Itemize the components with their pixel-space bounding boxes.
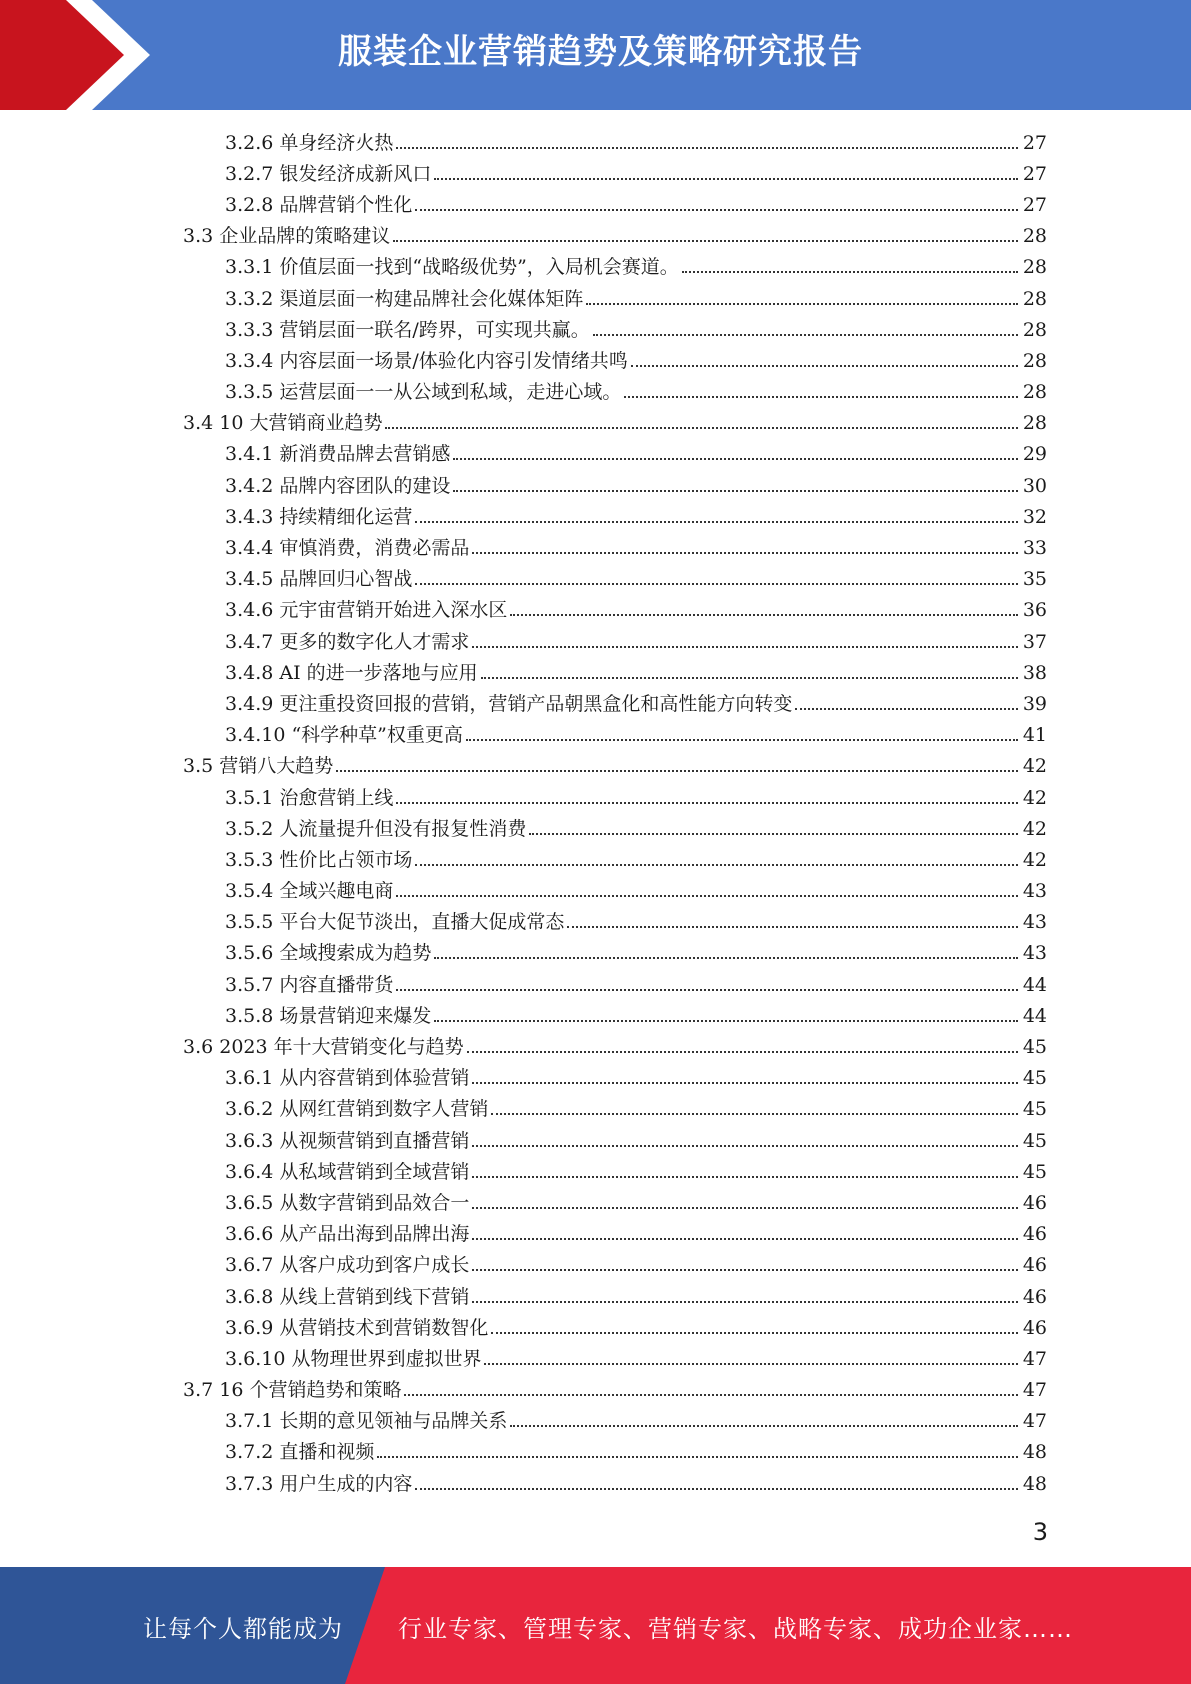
toc-subsection-entry[interactable] bbox=[0, 564, 1191, 595]
toc-entry-title: 3.2.6 单身经济火热 bbox=[225, 131, 394, 154]
toc-subsection-entry[interactable] bbox=[0, 1156, 1191, 1187]
toc-entry-page: 45 bbox=[1022, 1160, 1047, 1183]
toc-dot-leader bbox=[472, 1238, 1018, 1240]
toc-entry-page: 47 bbox=[1022, 1410, 1047, 1433]
toc-dot-leader bbox=[529, 833, 1018, 835]
toc-entry-title: 3.4.4 审慎消费，消费必需品 bbox=[225, 537, 470, 560]
toc-entry-title: 3.5.4 全域兴趣电商 bbox=[225, 880, 394, 903]
toc-entry-title: 3.3.4 内容层面一场景/体验化内容引发情绪共鸣 bbox=[225, 349, 628, 372]
toc-dot-leader bbox=[415, 1488, 1018, 1490]
toc-subsection-entry[interactable] bbox=[0, 844, 1191, 875]
toc-dot-leader bbox=[404, 1394, 1018, 1396]
toc-dot-leader bbox=[567, 926, 1018, 928]
toc-entry-title: 3.4.8 AI 的进一步落地与应用 bbox=[225, 661, 478, 684]
toc-subsection-entry[interactable] bbox=[0, 1312, 1191, 1343]
toc-subsection-entry[interactable] bbox=[0, 1406, 1191, 1437]
toc-entry-title: 3.3.5 运营层面一一从公域到私域，走进心域。 bbox=[225, 381, 622, 404]
toc-dot-leader bbox=[472, 1207, 1018, 1209]
toc-dot-leader bbox=[396, 147, 1018, 149]
toc-entry-title: 3.4.5 品牌回归心智战 bbox=[225, 568, 413, 591]
toc-dot-leader bbox=[472, 646, 1018, 648]
toc-entry-page: 38 bbox=[1022, 661, 1047, 684]
toc-entry-title: 3.7.3 用户生成的内容 bbox=[225, 1472, 413, 1495]
toc-subsection-entry[interactable] bbox=[0, 1063, 1191, 1094]
toc-entry-title: 3.7 16 个营销趋势和策略 bbox=[183, 1379, 402, 1402]
toc-entry-title: 3.6.6 从产品出海到品牌出海 bbox=[225, 1223, 470, 1246]
toc-entry-title: 3.6 2023 年十大营销变化与趋势 bbox=[183, 1036, 464, 1059]
toc-entry-title: 3.4.1 新消费品牌去营销感 bbox=[225, 443, 451, 466]
toc-entry-page: 46 bbox=[1022, 1254, 1047, 1277]
toc-subsection-entry[interactable] bbox=[0, 938, 1191, 969]
toc-entry-page: 28 bbox=[1022, 318, 1047, 341]
toc-dot-leader bbox=[415, 521, 1018, 523]
toc-subsection-entry[interactable] bbox=[0, 720, 1191, 751]
toc-entry-title: 3.6.8 从线上营销到线下营销 bbox=[225, 1285, 470, 1308]
toc-entry-page: 32 bbox=[1022, 505, 1047, 528]
toc-entry-page: 27 bbox=[1022, 162, 1047, 185]
toc-dot-leader bbox=[472, 1301, 1018, 1303]
toc-entry-page: 43 bbox=[1022, 942, 1047, 965]
toc-entry-title: 3.5.6 全域搜索成为趋势 bbox=[225, 942, 432, 965]
toc-entry-page: 48 bbox=[1022, 1441, 1047, 1464]
toc-entry-title: 3.5.8 场景营销迎来爆发 bbox=[225, 1004, 432, 1027]
toc-entry-title: 3.4.9 更注重投资回报的营销，营销产品朝黑盒化和高性能方向转变 bbox=[225, 692, 793, 715]
toc-subsection-entry[interactable] bbox=[0, 1094, 1191, 1125]
toc-subsection-entry[interactable] bbox=[0, 252, 1191, 283]
toc-dot-leader bbox=[491, 1332, 1018, 1334]
toc-dot-leader bbox=[415, 864, 1018, 866]
toc-entry-title: 3.5.1 治愈营销上线 bbox=[225, 786, 394, 809]
toc-entry-title: 3.5 营销八大趋势 bbox=[183, 755, 334, 778]
toc-entry-page: 42 bbox=[1022, 848, 1047, 871]
toc-entry-title: 3.4.7 更多的数字化人才需求 bbox=[225, 630, 470, 653]
toc-section-entry[interactable] bbox=[0, 221, 1191, 252]
toc-entry-title: 3.4.2 品牌内容团队的建设 bbox=[225, 474, 451, 497]
toc-dot-leader bbox=[396, 802, 1018, 804]
toc-entry-page: 45 bbox=[1022, 1067, 1047, 1090]
toc-dot-leader bbox=[484, 1363, 1018, 1365]
toc-entry-title: 3.5.5 平台大促节淡出，直播大促成常态 bbox=[225, 911, 565, 934]
toc-entry-page: 46 bbox=[1022, 1316, 1047, 1339]
toc-entry-page: 30 bbox=[1022, 474, 1047, 497]
toc-section-entry[interactable] bbox=[0, 408, 1191, 439]
toc-entry-page: 42 bbox=[1022, 755, 1047, 778]
toc-dot-leader bbox=[393, 240, 1018, 242]
toc-entry-page: 28 bbox=[1022, 412, 1047, 435]
toc-subsection-entry[interactable] bbox=[0, 1343, 1191, 1374]
toc-entry-title: 3.2.7 银发经济成新风口 bbox=[225, 162, 432, 185]
toc-dot-leader bbox=[593, 334, 1018, 336]
toc-dot-leader bbox=[467, 1051, 1018, 1053]
toc-dot-leader bbox=[472, 1269, 1018, 1271]
toc-entry-page: 43 bbox=[1022, 880, 1047, 903]
toc-dot-leader bbox=[396, 895, 1018, 897]
toc-subsection-entry[interactable] bbox=[0, 314, 1191, 345]
toc-dot-leader bbox=[377, 1456, 1018, 1458]
toc-entry-title: 3.4.6 元宇宙营销开始进入深水区 bbox=[225, 599, 508, 622]
toc-entry-page: 45 bbox=[1022, 1129, 1047, 1152]
toc-subsection-entry[interactable] bbox=[0, 532, 1191, 563]
toc-entry-title: 3.4.3 持续精细化运营 bbox=[225, 505, 413, 528]
toc-subsection-entry[interactable] bbox=[0, 1437, 1191, 1468]
toc-entry-page: 33 bbox=[1022, 537, 1047, 560]
toc-subsection-entry[interactable] bbox=[0, 1125, 1191, 1156]
toc-dot-leader bbox=[434, 957, 1018, 959]
document-title: 服装企业营销趋势及策略研究报告 bbox=[338, 32, 863, 72]
page-footer bbox=[0, 1567, 1191, 1684]
toc-entry-page: 42 bbox=[1022, 817, 1047, 840]
toc-entry-title: 3.7.2 直播和视频 bbox=[225, 1441, 375, 1464]
toc-section-entry[interactable] bbox=[0, 751, 1191, 782]
toc-section-entry[interactable] bbox=[0, 1375, 1191, 1406]
toc-subsection-entry[interactable] bbox=[0, 907, 1191, 938]
toc-entry-page: 36 bbox=[1022, 599, 1047, 622]
toc-subsection-entry[interactable] bbox=[0, 969, 1191, 1000]
toc-subsection-entry[interactable] bbox=[0, 1281, 1191, 1312]
toc-entry-page: 48 bbox=[1022, 1472, 1047, 1495]
toc-entry-title: 3.5.7 内容直播带货 bbox=[225, 973, 394, 996]
toc-entry-title: 3.4.10 “科学种草”权重更高 bbox=[225, 724, 463, 747]
toc-entry-title: 3.5.3 性价比占领市场 bbox=[225, 848, 413, 871]
toc-entry-title: 3.6.5 从数字营销到品效合一 bbox=[225, 1191, 470, 1214]
toc-dot-leader bbox=[472, 1082, 1018, 1084]
toc-dot-leader bbox=[415, 209, 1018, 211]
table-of-contents bbox=[0, 127, 1191, 1499]
toc-entry-title: 3.3.3 营销层面一联名/跨界，可实现共赢。 bbox=[225, 318, 590, 341]
toc-entry-page: 46 bbox=[1022, 1223, 1047, 1246]
toc-entry-page: 28 bbox=[1022, 381, 1047, 404]
toc-dot-leader bbox=[631, 365, 1018, 367]
toc-subsection-entry[interactable] bbox=[0, 189, 1191, 220]
toc-entry-page: 47 bbox=[1022, 1379, 1047, 1402]
toc-dot-leader bbox=[415, 583, 1018, 585]
toc-entry-page: 35 bbox=[1022, 568, 1047, 591]
toc-entry-page: 45 bbox=[1022, 1098, 1047, 1121]
toc-subsection-entry[interactable] bbox=[0, 1219, 1191, 1250]
toc-subsection-entry[interactable] bbox=[0, 813, 1191, 844]
toc-entry-title: 3.6.10 从物理世界到虚拟世界 bbox=[225, 1347, 482, 1370]
toc-dot-leader bbox=[481, 677, 1018, 679]
toc-subsection-entry[interactable] bbox=[0, 876, 1191, 907]
footer-slogan-right: 行业专家、管理专家、营销专家、战略专家、成功企业家…… bbox=[398, 1615, 1073, 1643]
toc-entry-page: 29 bbox=[1022, 443, 1047, 466]
toc-entry-page: 44 bbox=[1022, 973, 1047, 996]
toc-section-entry[interactable] bbox=[0, 1031, 1191, 1062]
toc-entry-page: 47 bbox=[1022, 1347, 1047, 1370]
toc-dot-leader bbox=[624, 396, 1018, 398]
toc-subsection-entry[interactable] bbox=[0, 657, 1191, 688]
toc-dot-leader bbox=[682, 271, 1018, 273]
toc-entry-page: 46 bbox=[1022, 1191, 1047, 1214]
toc-subsection-entry[interactable] bbox=[0, 782, 1191, 813]
footer-slogan-left: 让每个人都能成为 bbox=[143, 1615, 343, 1643]
page-number: 3 bbox=[1032, 1518, 1048, 1546]
toc-entry-title: 3.4 10 大营销商业趋势 bbox=[183, 412, 383, 435]
toc-subsection-entry[interactable] bbox=[0, 1187, 1191, 1218]
toc-entry-page: 27 bbox=[1022, 193, 1047, 216]
toc-entry-page: 42 bbox=[1022, 786, 1047, 809]
toc-entry-title: 3.3.1 价值层面一找到“战略级优势”，入局机会赛道。 bbox=[225, 256, 679, 279]
toc-subsection-entry[interactable] bbox=[0, 595, 1191, 626]
toc-dot-leader bbox=[336, 770, 1018, 772]
toc-subsection-entry[interactable] bbox=[0, 439, 1191, 470]
toc-entry-page: 39 bbox=[1022, 692, 1047, 715]
toc-entry-title: 3.2.8 品牌营销个性化 bbox=[225, 193, 413, 216]
toc-entry-title: 3.5.2 人流量提升但没有报复性消费 bbox=[225, 817, 527, 840]
toc-entry-page: 28 bbox=[1022, 256, 1047, 279]
page-header bbox=[0, 0, 1191, 110]
toc-entry-page: 28 bbox=[1022, 225, 1047, 248]
toc-dot-leader bbox=[586, 303, 1018, 305]
toc-subsection-entry[interactable] bbox=[0, 470, 1191, 501]
toc-subsection-entry[interactable] bbox=[0, 626, 1191, 657]
toc-entry-page: 41 bbox=[1022, 724, 1047, 747]
toc-entry-title: 3.6.7 从客户成功到客户成长 bbox=[225, 1254, 470, 1277]
toc-subsection-entry[interactable] bbox=[0, 501, 1191, 532]
toc-entry-title: 3.3.2 渠道层面一构建品牌社会化媒体矩阵 bbox=[225, 287, 584, 310]
toc-entry-page: 28 bbox=[1022, 287, 1047, 310]
toc-dot-leader bbox=[510, 614, 1018, 616]
toc-subsection-entry[interactable] bbox=[0, 1468, 1191, 1499]
toc-entry-page: 46 bbox=[1022, 1285, 1047, 1308]
toc-entry-page: 37 bbox=[1022, 630, 1047, 653]
toc-entry-title: 3.6.3 从视频营销到直播营销 bbox=[225, 1129, 470, 1152]
toc-dot-leader bbox=[453, 458, 1018, 460]
toc-dot-leader bbox=[472, 1145, 1018, 1147]
toc-subsection-entry[interactable] bbox=[0, 127, 1191, 158]
toc-entry-title: 3.6.2 从网红营销到数字人营销 bbox=[225, 1098, 489, 1121]
toc-dot-leader bbox=[472, 1176, 1018, 1178]
toc-dot-leader bbox=[466, 739, 1018, 741]
toc-entry-title: 3.7.1 长期的意见领袖与品牌关系 bbox=[225, 1410, 508, 1433]
toc-subsection-entry[interactable] bbox=[0, 1250, 1191, 1281]
toc-entry-title: 3.6.1 从内容营销到体验营销 bbox=[225, 1067, 470, 1090]
toc-entry-page: 45 bbox=[1022, 1036, 1047, 1059]
toc-entry-title: 3.6.9 从营销技术到营销数智化 bbox=[225, 1316, 489, 1339]
toc-entry-page: 28 bbox=[1022, 349, 1047, 372]
toc-entry-page: 27 bbox=[1022, 131, 1047, 154]
toc-subsection-entry[interactable] bbox=[0, 377, 1191, 408]
toc-dot-leader bbox=[795, 708, 1018, 710]
toc-dot-leader bbox=[434, 178, 1018, 180]
toc-dot-leader bbox=[510, 1425, 1018, 1427]
toc-entry-page: 44 bbox=[1022, 1004, 1047, 1027]
toc-dot-leader bbox=[396, 989, 1018, 991]
toc-dot-leader bbox=[472, 552, 1018, 554]
toc-subsection-entry[interactable] bbox=[0, 345, 1191, 376]
toc-subsection-entry[interactable] bbox=[0, 283, 1191, 314]
toc-dot-leader bbox=[453, 490, 1018, 492]
toc-subsection-entry[interactable] bbox=[0, 1000, 1191, 1031]
toc-dot-leader bbox=[491, 1113, 1018, 1115]
toc-entry-page: 43 bbox=[1022, 911, 1047, 934]
toc-entry-title: 3.6.4 从私域营销到全域营销 bbox=[225, 1160, 470, 1183]
toc-subsection-entry[interactable] bbox=[0, 688, 1191, 719]
toc-dot-leader bbox=[385, 427, 1018, 429]
toc-dot-leader bbox=[434, 1020, 1018, 1022]
toc-subsection-entry[interactable] bbox=[0, 158, 1191, 189]
toc-entry-title: 3.3 企业品牌的策略建议 bbox=[183, 225, 391, 248]
